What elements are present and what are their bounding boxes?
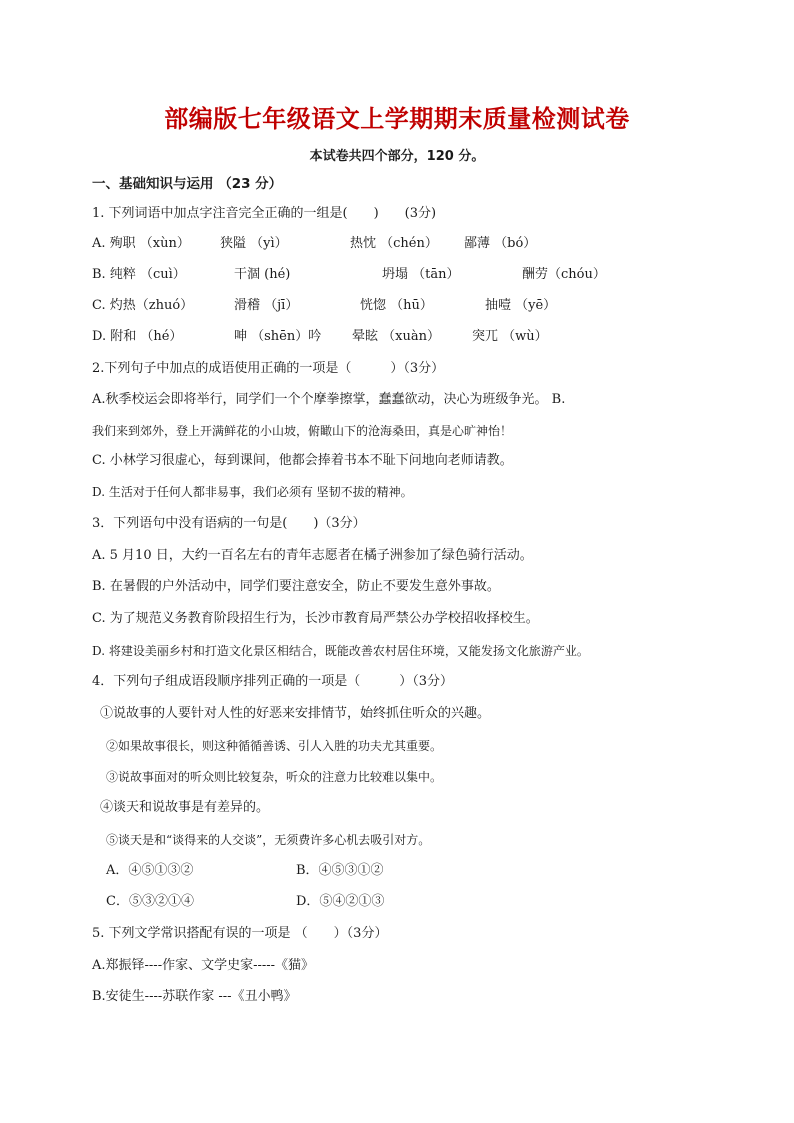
question-3-option-b: B. 在暑假的户外活动中，同学们要注意安全，防止不要发生意外事故。 bbox=[92, 579, 500, 594]
question-4-sentence-4: ④谈天和说故事是有差异的。 bbox=[100, 800, 270, 815]
question-4-option-b: B．④⑤③①② bbox=[296, 863, 384, 878]
question-3-stem: 3．下列语句中没有语病的一句是( )（3分） bbox=[92, 516, 366, 531]
question-4-sentence-2: ②如果故事很长，则这种循循善诱、引人入胜的功夫尤其重要。 bbox=[106, 739, 443, 753]
question-4-sentence-5: ⑤谈天是和“谈得来的人交谈”，无须费许多心机去吸引对方。 bbox=[106, 833, 431, 847]
question-2-option-c: C. 小林学习很虚心，每到课间，他都会捧着书本不耻下问地向老师请教。 bbox=[92, 453, 513, 468]
question-3-option-d: D. 将建设美丽乡村和打造文化景区相结合，既能改善农村居住环境，又能发扬文化旅游产业。 bbox=[92, 644, 589, 658]
question-3-option-a: A. 5 月10 日，大约一百名左右的青年志愿者在橘子洲参加了绿色骑行活动。 bbox=[92, 548, 533, 563]
option-a-word-2: 狭隘 （yì） bbox=[220, 236, 288, 251]
option-a-word-3: 热忱 （chén） bbox=[350, 236, 438, 251]
question-4-option-c: C．⑤③②①④ bbox=[106, 894, 194, 909]
question-2-option-d: D. 生活对于任何人都非易事，我们必须有 坚韧不拔的精神。 bbox=[92, 485, 413, 499]
option-b-word-1: B. 纯粹 （cuì） bbox=[92, 267, 186, 282]
question-5-option-b: B.安徒生----苏联作家 ---《丑小鸭》 bbox=[92, 989, 297, 1004]
option-d-word-2: 呻 （shēn）吟 bbox=[234, 329, 322, 344]
question-5-stem: 5. 下列文学常识搭配有误的一项是 （ ）（3分） bbox=[92, 926, 388, 941]
question-3-option-c: C. 为了规范义务教育阶段招生行为，长沙市教育局严禁公办学校招收择校生。 bbox=[92, 611, 539, 626]
question-5-option-a: A.郑振铎----作家、文学史家-----《猫》 bbox=[92, 958, 315, 973]
question-1-stem: 1. 下列词语中加点字注音完全正确的一组是( ) (3分) bbox=[92, 206, 437, 221]
page-subtitle: 本试卷共四个部分，120 分。 bbox=[309, 149, 485, 164]
option-d-word-3: 晕眩 （xuàn） bbox=[352, 329, 440, 344]
question-4-option-a: A．④⑤①③② bbox=[106, 863, 194, 878]
question-4-option-d: D．⑤④②①③ bbox=[296, 894, 385, 909]
question-2-option-b: 我们来到郊外，登上开满鲜花的小山坡，俯瞰山下的沧海桑田，真是心旷神怡！ bbox=[92, 424, 513, 438]
option-b-word-4: 酬劳（chóu） bbox=[522, 267, 606, 282]
option-b-word-3: 坍塌 （tān） bbox=[382, 267, 460, 282]
option-b-word-2: 干涸 (hé) bbox=[234, 267, 291, 282]
option-d-word-4: 突兀 （wù） bbox=[472, 329, 548, 344]
option-d-word-1: D. 附和 （hé） bbox=[92, 329, 183, 344]
option-a-word-1: A. 殉职 （xùn） bbox=[92, 236, 190, 251]
question-4-sentence-1: ①说故事的人要针对人性的好恶来安排情节，始终抓住听众的兴趣。 bbox=[100, 706, 491, 721]
option-c-word-4: 抽噎 （yē） bbox=[485, 298, 557, 313]
question-2-stem: 2.下列句子中加点的成语使用正确的一项是（ ）（3分） bbox=[92, 361, 445, 376]
option-a-word-4: 鄙薄 （bó） bbox=[464, 236, 537, 251]
question-4-sentence-3: ③说故事面对的听众则比较复杂，听众的注意力比较难以集中。 bbox=[106, 770, 443, 784]
section-heading: 一、基础知识与运用 （23 分） bbox=[92, 176, 283, 192]
option-c-word-2: 滑稽 （jī） bbox=[234, 298, 299, 313]
question-2-option-a: A.秋季校运会即将举行，同学们一个个摩拳擦掌，蠢蠢欲动，决心为班级争光。 B. bbox=[92, 392, 566, 407]
option-c-word-3: 恍惚 （hū） bbox=[360, 298, 433, 313]
page-title: 部编版七年级语文上学期期末质量检测试卷 bbox=[164, 105, 630, 133]
question-4-stem: 4．下列句子组成语段顺序排列正确的一项是（ ）（3分） bbox=[92, 674, 454, 689]
option-c-word-1: C. 灼热（zhuó） bbox=[92, 298, 194, 313]
